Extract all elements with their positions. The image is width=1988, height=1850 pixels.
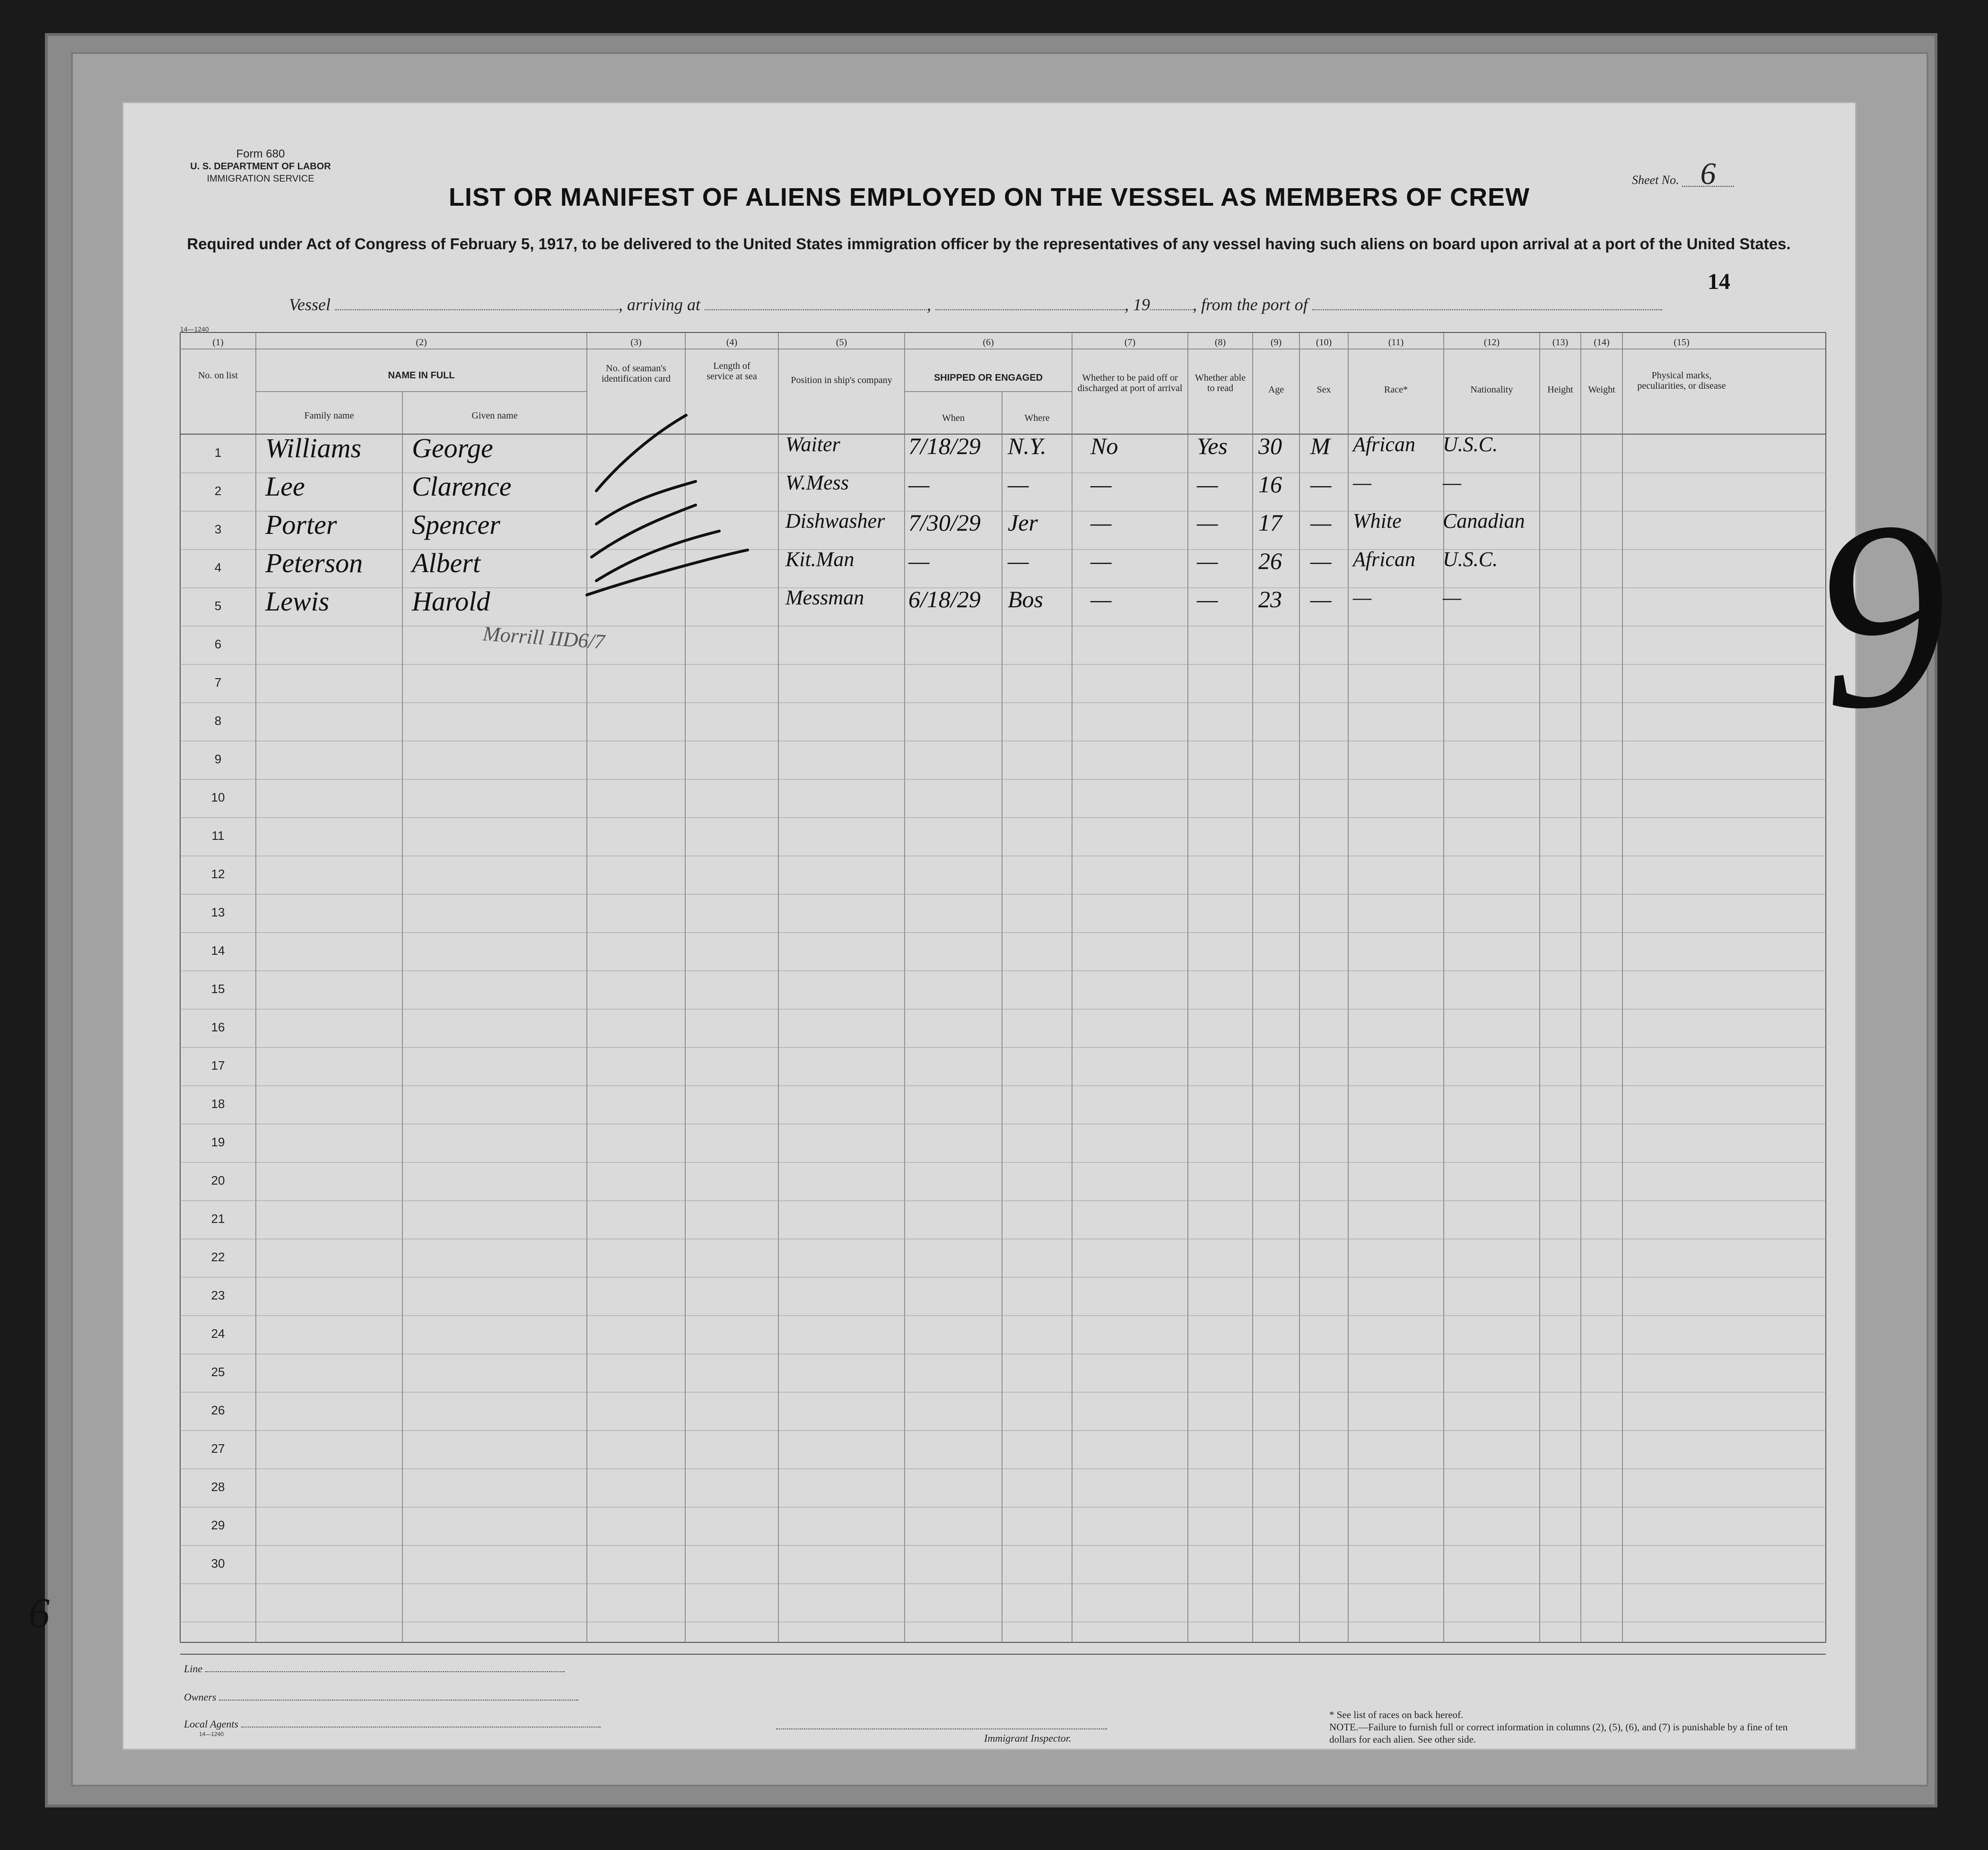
id-strike	[596, 481, 696, 524]
entry-shipped-when: —	[908, 471, 930, 497]
row-number: 20	[211, 1173, 225, 1187]
entry-given-name: George	[412, 433, 493, 463]
col-2-label: NAME IN FULL	[388, 370, 455, 381]
entry-age: 23	[1258, 586, 1282, 612]
entry-shipped-when: 6/18/29	[908, 586, 981, 612]
margin-handwritten-number: 9	[1801, 462, 1963, 768]
footer-owners-blank	[219, 1700, 578, 1701]
col-9-number: (9)	[1270, 337, 1282, 348]
footer-local-agents	[184, 1718, 601, 1730]
col-14-label: Weight	[1588, 384, 1615, 395]
row-number: 28	[211, 1480, 225, 1494]
sheet-number-value: 6	[1682, 162, 1734, 187]
footer-print-code: 14—1240	[199, 1731, 224, 1737]
entry-position: W.Mess	[785, 471, 849, 494]
row-number: 23	[211, 1288, 225, 1302]
col-11-number: (11)	[1388, 337, 1404, 348]
row-number: 27	[211, 1441, 225, 1456]
row-number: 11	[211, 829, 225, 843]
col-10-label: Sex	[1317, 384, 1331, 395]
entry-able-to-read: —	[1197, 471, 1218, 497]
inspector-signature-line	[776, 1728, 1107, 1729]
entry-race: African	[1353, 548, 1415, 571]
row-number: 24	[211, 1326, 225, 1341]
entry-shipped-where: Jer	[1008, 509, 1038, 536]
col-12-label: Nationality	[1470, 384, 1513, 395]
entry-shipped-when: 7/18/29	[908, 433, 981, 459]
row-number: 12	[211, 867, 225, 881]
row-number: 19	[211, 1135, 225, 1149]
footer-agents-label: Local Agents	[184, 1718, 239, 1730]
col-6-when: When	[942, 413, 965, 423]
entry-able-to-read: —	[1197, 586, 1218, 612]
stamp-annotation: Morrill IID6/7	[482, 622, 606, 654]
col-6-number: (6)	[983, 337, 994, 348]
entry-age: 16	[1258, 471, 1282, 497]
entry-able-to-read: Yes	[1197, 433, 1228, 459]
entry-shipped-where: N.Y.	[1008, 433, 1046, 459]
row-number: 29	[211, 1518, 225, 1532]
page-title: LIST OR MANIFEST OF ALIENS EMPLOYED ON THE VESSEL AS MEMBERS OF CREW	[448, 183, 1530, 211]
vessel-label: Vessel	[289, 295, 331, 314]
entry-paid-off: —	[1090, 471, 1112, 497]
col-5-label: Position in ship's company	[791, 375, 892, 385]
inspector-label: Immigrant Inspector.	[984, 1732, 1072, 1744]
col-14-number: (14)	[1594, 337, 1610, 348]
row-number: 9	[214, 752, 222, 766]
row-number: 16	[211, 1020, 225, 1034]
footer-owners	[184, 1691, 578, 1703]
col-3-number: (3)	[630, 337, 642, 348]
entry-race: African	[1353, 433, 1415, 456]
row-number: 6	[214, 637, 222, 651]
entry-sex: M	[1310, 433, 1330, 459]
entry-shipped-where: Bos	[1008, 586, 1043, 612]
entry-shipped-when: 7/30/29	[908, 509, 981, 536]
col-3-label: No. of seaman's identification card	[601, 363, 671, 384]
row-number: 10	[211, 790, 225, 804]
manifest-sheet	[122, 102, 1857, 1750]
col-9-label: Age	[1268, 384, 1284, 395]
col-4-label: Length of service at sea	[706, 361, 757, 382]
note-penalty: NOTE.—Failure to furnish full or correct information in columns (2), (5), (6), and (7) is punishable by a fine of ten dollars for each alien. See other side.	[1329, 1721, 1788, 1745]
row-number: 17	[211, 1058, 225, 1073]
entry-family-name: Peterson	[265, 548, 363, 578]
col-2-given: Given name	[471, 410, 518, 421]
entry-sex: —	[1310, 548, 1332, 574]
vessel-line: Vessel , arriving at , , 19 , from the port of	[289, 295, 1662, 314]
col-4-number: (4)	[726, 337, 738, 348]
col-5-number: (5)	[836, 337, 847, 348]
entry-nationality: Canadian	[1443, 509, 1525, 532]
entry-age: 26	[1258, 548, 1282, 574]
entry-family-name: Williams	[265, 433, 362, 463]
form-number: Form 680	[236, 148, 285, 160]
col-12-number: (12)	[1483, 337, 1500, 348]
id-strike	[592, 505, 696, 557]
entry-position: Kit.Man	[785, 548, 854, 571]
arriving-at-label: , arriving at	[618, 295, 700, 314]
entry-nationality: —	[1443, 471, 1462, 494]
entry-family-name: Lewis	[265, 586, 330, 617]
row-number: 2	[214, 484, 222, 498]
col-6-label: SHIPPED OR ENGAGED	[933, 373, 1043, 383]
entry-paid-off: No	[1090, 433, 1118, 459]
col-11-label: Race*	[1384, 384, 1408, 395]
row-number: 21	[211, 1212, 225, 1226]
col-8-number: (8)	[1214, 337, 1226, 348]
col-7-label: Whether to be paid off or discharged at port of arrival	[1077, 373, 1183, 393]
lead-page-number: 6	[28, 1590, 50, 1637]
entry-position: Messman	[785, 586, 864, 609]
col-15-number: (15)	[1674, 337, 1690, 348]
row-number: 8	[214, 714, 222, 728]
row-number: 1	[214, 445, 222, 460]
department-name: U. S. DEPARTMENT OF LABOR	[190, 161, 331, 172]
corner-number: 14	[1708, 269, 1730, 294]
note-races: * See list of races on back hereof.	[1329, 1709, 1464, 1720]
entry-given-name: Albert	[412, 548, 480, 578]
entry-race: —	[1353, 586, 1372, 609]
entry-shipped-when: —	[908, 548, 930, 574]
print-code: 14—1240	[180, 325, 209, 333]
sheet-number-label: Sheet No.	[1632, 173, 1679, 187]
row-number: 3	[214, 522, 222, 536]
row-number: 5	[214, 599, 222, 613]
entry-shipped-where: —	[1008, 548, 1029, 574]
col-2-number: (2)	[416, 337, 427, 348]
col-8-label: Whether able to read	[1195, 373, 1246, 393]
row-number: 30	[211, 1556, 225, 1571]
col-10-number: (10)	[1316, 337, 1332, 348]
entry-paid-off: —	[1090, 586, 1112, 612]
row-number: 18	[211, 1097, 225, 1111]
col-1-label: No. on list	[198, 370, 238, 381]
row-number: 13	[211, 905, 225, 919]
footer-line-blank	[205, 1671, 565, 1672]
footer-note	[1329, 1709, 1816, 1745]
entry-paid-off: —	[1090, 548, 1112, 574]
entry-given-name: Clarence	[412, 471, 512, 502]
from-port-label: , from the port of	[1193, 295, 1308, 314]
col-13-label: Height	[1547, 384, 1573, 395]
footer-owners-label: Owners	[184, 1691, 217, 1703]
entry-race: —	[1353, 471, 1372, 494]
row-number: 22	[211, 1250, 225, 1264]
entry-shipped-where: —	[1008, 471, 1029, 497]
col-2-family: Family name	[304, 410, 354, 421]
row-number: 25	[211, 1365, 225, 1379]
entry-position: Waiter	[785, 433, 840, 456]
entry-family-name: Lee	[265, 471, 305, 502]
id-strike	[596, 415, 686, 491]
col-6-where: Where	[1024, 413, 1050, 423]
col-7-number: (7)	[1124, 337, 1136, 348]
year-label: , 19	[1125, 295, 1150, 314]
row-number: 14	[211, 943, 225, 958]
footer-agents-blank	[241, 1727, 601, 1728]
entry-able-to-read: —	[1197, 509, 1218, 536]
col-15-label: Physical marks, peculiarities, or disease	[1637, 370, 1726, 391]
entry-given-name: Harold	[412, 586, 490, 617]
entry-family-name: Porter	[265, 509, 337, 540]
entry-age: 30	[1258, 433, 1282, 459]
col-1-number: (1)	[212, 337, 224, 348]
row-number: 15	[211, 982, 225, 996]
row-number: 4	[214, 560, 222, 575]
entry-age: 17	[1258, 509, 1282, 536]
entry-race: White	[1353, 509, 1402, 532]
entry-sex: —	[1310, 509, 1332, 536]
entry-given-name: Spencer	[412, 509, 500, 540]
entry-sex: —	[1310, 586, 1332, 612]
entry-nationality: —	[1443, 586, 1462, 609]
col-13-number: (13)	[1552, 337, 1569, 348]
footer-line	[184, 1663, 565, 1675]
service-name: IMMIGRATION SERVICE	[207, 174, 314, 184]
entry-paid-off: —	[1090, 509, 1112, 536]
row-number: 26	[211, 1403, 225, 1417]
entry-able-to-read: —	[1197, 548, 1218, 574]
entry-nationality: U.S.C.	[1443, 548, 1498, 571]
page-subtitle: Required under Act of Congress of February 5, 1917, to be delivered to the United States immigration officer by the representatives of any vessel having such aliens on board upon arrival at a port of the United States.	[187, 235, 1791, 253]
footer-line-label: Line	[184, 1663, 203, 1675]
row-number: 7	[214, 675, 222, 689]
entry-sex: —	[1310, 471, 1332, 497]
handwritten-strokes	[123, 103, 1855, 1749]
entry-position: Dishwasher	[785, 509, 885, 532]
entry-nationality: U.S.C.	[1443, 433, 1498, 456]
